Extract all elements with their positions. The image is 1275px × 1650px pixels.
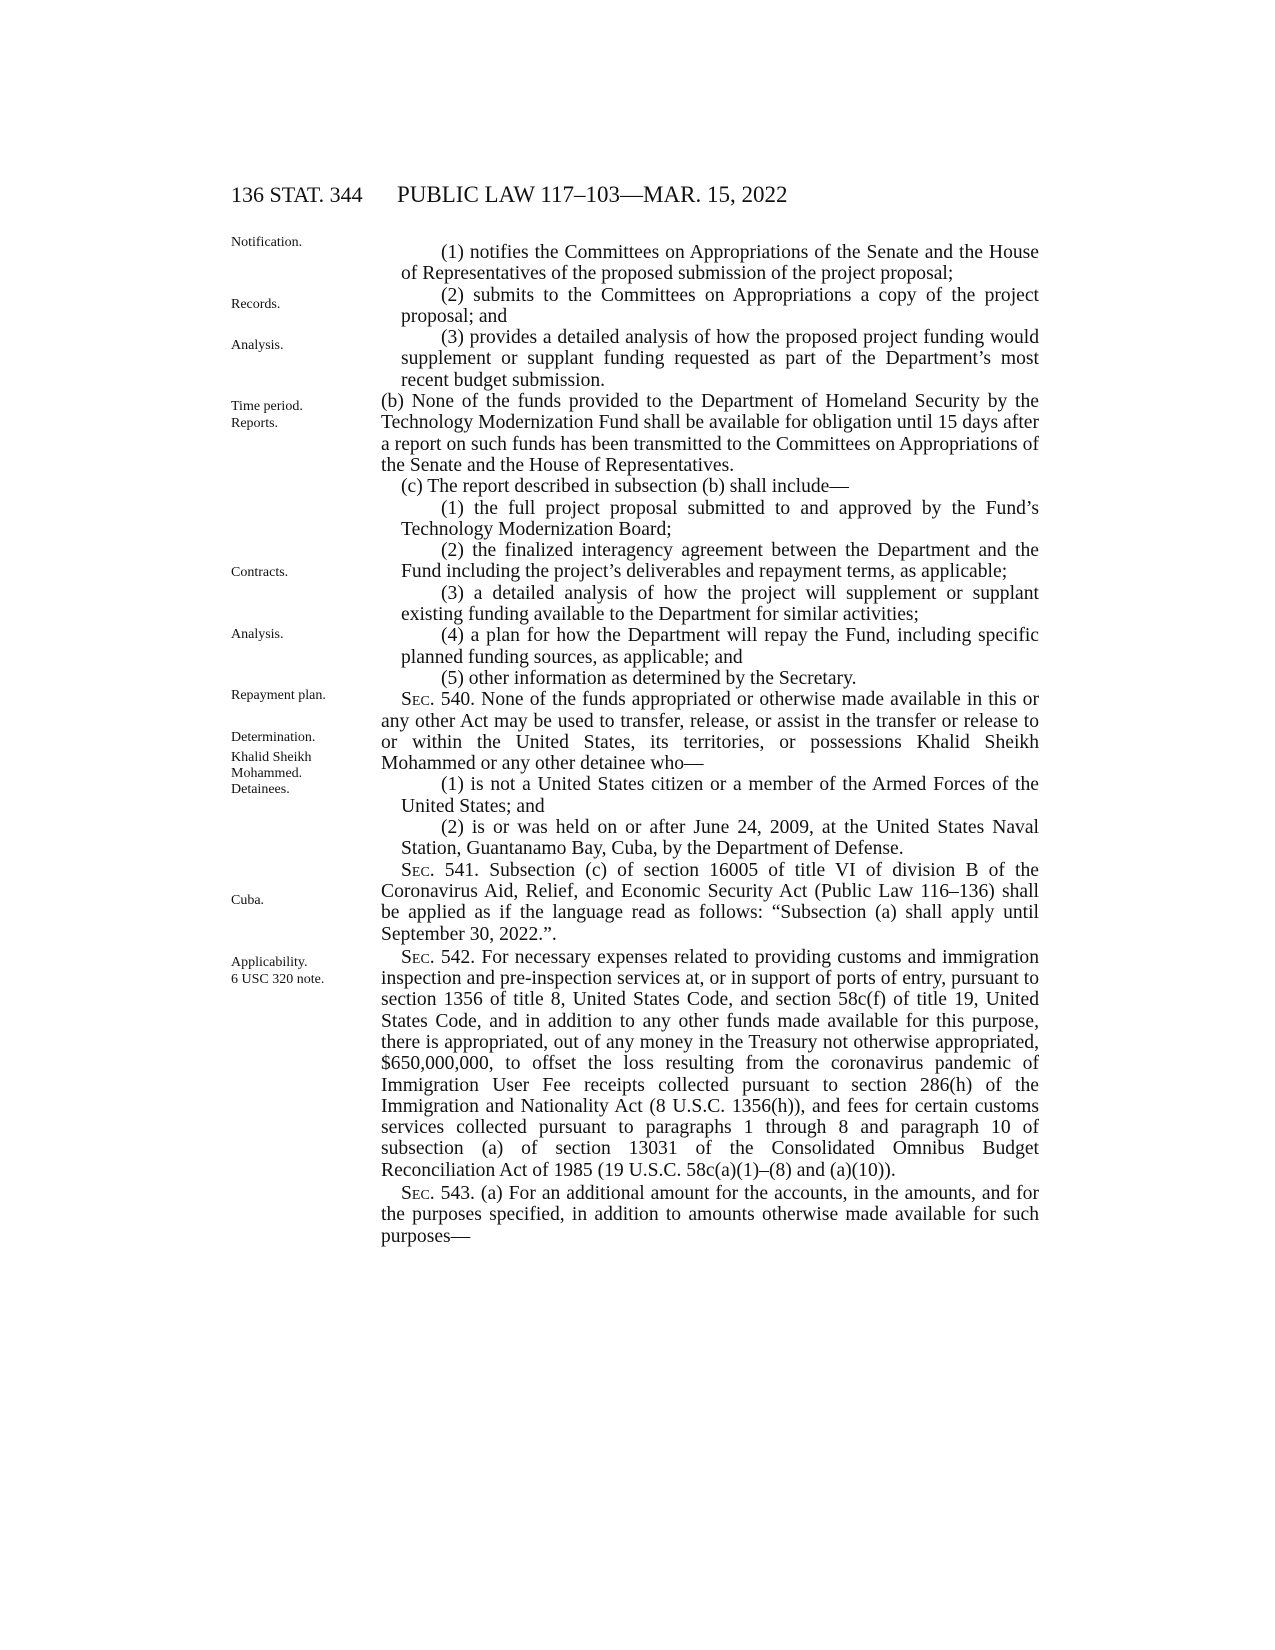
margin-note: Analysis. (231, 627, 284, 642)
section-label: Sec. 543. (401, 1183, 475, 1205)
section-label: Sec. 541. (401, 859, 480, 881)
margin-note: 6 USC 320 note. (231, 972, 325, 987)
section-542 (381, 947, 1039, 1181)
section-text: Subsection (c) of section 16005 of title VI of division B of the Coronavirus Aid, Relief, and Economic Security Act (Public Law 116–136) shall be applied as if the language read as follows: “Subsection (a) shall apply until September 30, 2022.”. (381, 859, 1039, 945)
paragraph-text: (3) a detailed analysis of how the project will supplement or supplant existing funding available to the Department for similar activities; (401, 582, 1039, 626)
paragraph-text: (2) is or was held on or after June 24, 2009, at the United States Naval Station, Guantanamo Bay, Cuba, by the Department of Defense. (401, 817, 1039, 860)
paragraph-text: (4) a plan for how the Department will repay the Fund, including specific planned funding sources, as applicable; and (401, 625, 1039, 668)
paragraph (381, 625, 1039, 668)
margin-note: Repayment plan. (231, 688, 326, 703)
section-label: Sec. 542. (401, 946, 476, 968)
margin-note: Contracts. (231, 565, 289, 580)
page-header (0, 182, 1275, 212)
margin-note: Notification. (231, 235, 303, 250)
margin-note: Reports. (231, 416, 279, 431)
paragraph (381, 668, 1039, 689)
paragraph (381, 774, 1039, 817)
paragraph (381, 817, 1039, 860)
paragraph-text: (1) is not a United States citizen or a member of the Armed Forces of the United States; and (401, 774, 1039, 817)
paragraph-text: (5) other information as determined by the Secretary. (441, 667, 857, 689)
paragraph-text: (1) the full project proposal submitted to and approved by the Fund’s Technology Modernization Board; (401, 497, 1039, 540)
paragraph (381, 242, 1039, 285)
paragraph (381, 327, 1039, 391)
margin-note: Khalid Sheikh (231, 750, 312, 765)
stat-citation: 136 STAT. 344 (231, 182, 363, 207)
paragraph-text: (1) notifies the Committees on Appropriations of the Senate and the House of Representatives of the proposed submission of the project proposal; (401, 242, 1039, 285)
section-543 (381, 1183, 1039, 1247)
paragraph (381, 476, 1039, 497)
paragraph (381, 391, 1039, 476)
margin-note: Detainees. (231, 782, 290, 797)
paragraph-text: (b) None of the funds provided to the Department of Homeland Security by the Technology Modernization Fund shall be available for obligation until 15 days after a report on such funds has been transmitted to the Committees on Appropriations of the Senate and the House of Representatives. (381, 391, 1039, 476)
paragraph (381, 583, 1039, 626)
paragraph-text: (2) the finalized interagency agreement between the Department and the Fund including the project’s deliverables and repayment terms, as applicable; (401, 540, 1039, 583)
margin-note: Mohammed. (231, 766, 303, 781)
public-law-title: PUBLIC LAW 117–103—MAR. 15, 2022 (397, 182, 788, 207)
paragraph (381, 498, 1039, 541)
statute-body (381, 242, 1039, 1247)
margin-note: Records. (231, 297, 281, 312)
section-540 (381, 689, 1039, 774)
section-text: For necessary expenses related to providing customs and immigration inspection and pre-inspection services at, or in support of ports of entry, pursuant to section 1356 of title 8, United States Code, and section 58c(f) of title 19, United States Code, and in addition to any other funds made available for this purpose, there is appropriated, out of any money in the Treasury not otherwise appropriated, $650,000,000, to offset the loss resulting from the coronavirus pandemic of Immigration User Fee receipts collected pursuant to section 286(h) of the Immigration and Nationality Act (8 U.S.C. 1356(h)), and fees for certain customs services collected pursuant to paragraphs 1 through 8 and paragraph 10 of subsection (a) of section 13031 of the Consolidated Omnibus Budget Reconciliation Act of 1985 (19 U.S.C. 58c(a)(1)–(8) and (a)(10)). (381, 946, 1039, 1181)
margin-note: Analysis. (231, 338, 284, 353)
margin-note: Time period. (231, 399, 303, 414)
paragraph-text: (c) The report described in subsection (b) shall include— (401, 476, 849, 498)
paragraph (381, 540, 1039, 583)
section-541 (381, 860, 1039, 945)
section-label: Sec. 540. (401, 689, 476, 711)
section-text: (a) For an additional amount for the accounts, in the amounts, and for the purposes specified, in addition to amounts otherwise made available for such purposes— (381, 1183, 1040, 1247)
paragraph (381, 285, 1039, 328)
margin-note: Cuba. (231, 893, 265, 908)
margin-notes (231, 0, 371, 1650)
margin-note: Applicability. (231, 955, 308, 970)
paragraph-text: (3) provides a detailed analysis of how the proposed project funding would supplement or supplant funding requested as part of the Department’s most recent budget submission. (401, 327, 1039, 391)
margin-note: Determination. (231, 730, 316, 745)
paragraph-text: (2) submits to the Committees on Appropriations a copy of the project proposal; and (401, 284, 1039, 327)
section-text: None of the funds appropriated or otherwise made available in this or any other Act may be used to transfer, release, or assist in the transfer or release to or within the United States, its territories, or possessions Khalid Sheikh Mohammed or any other detainee who— (381, 689, 1040, 775)
